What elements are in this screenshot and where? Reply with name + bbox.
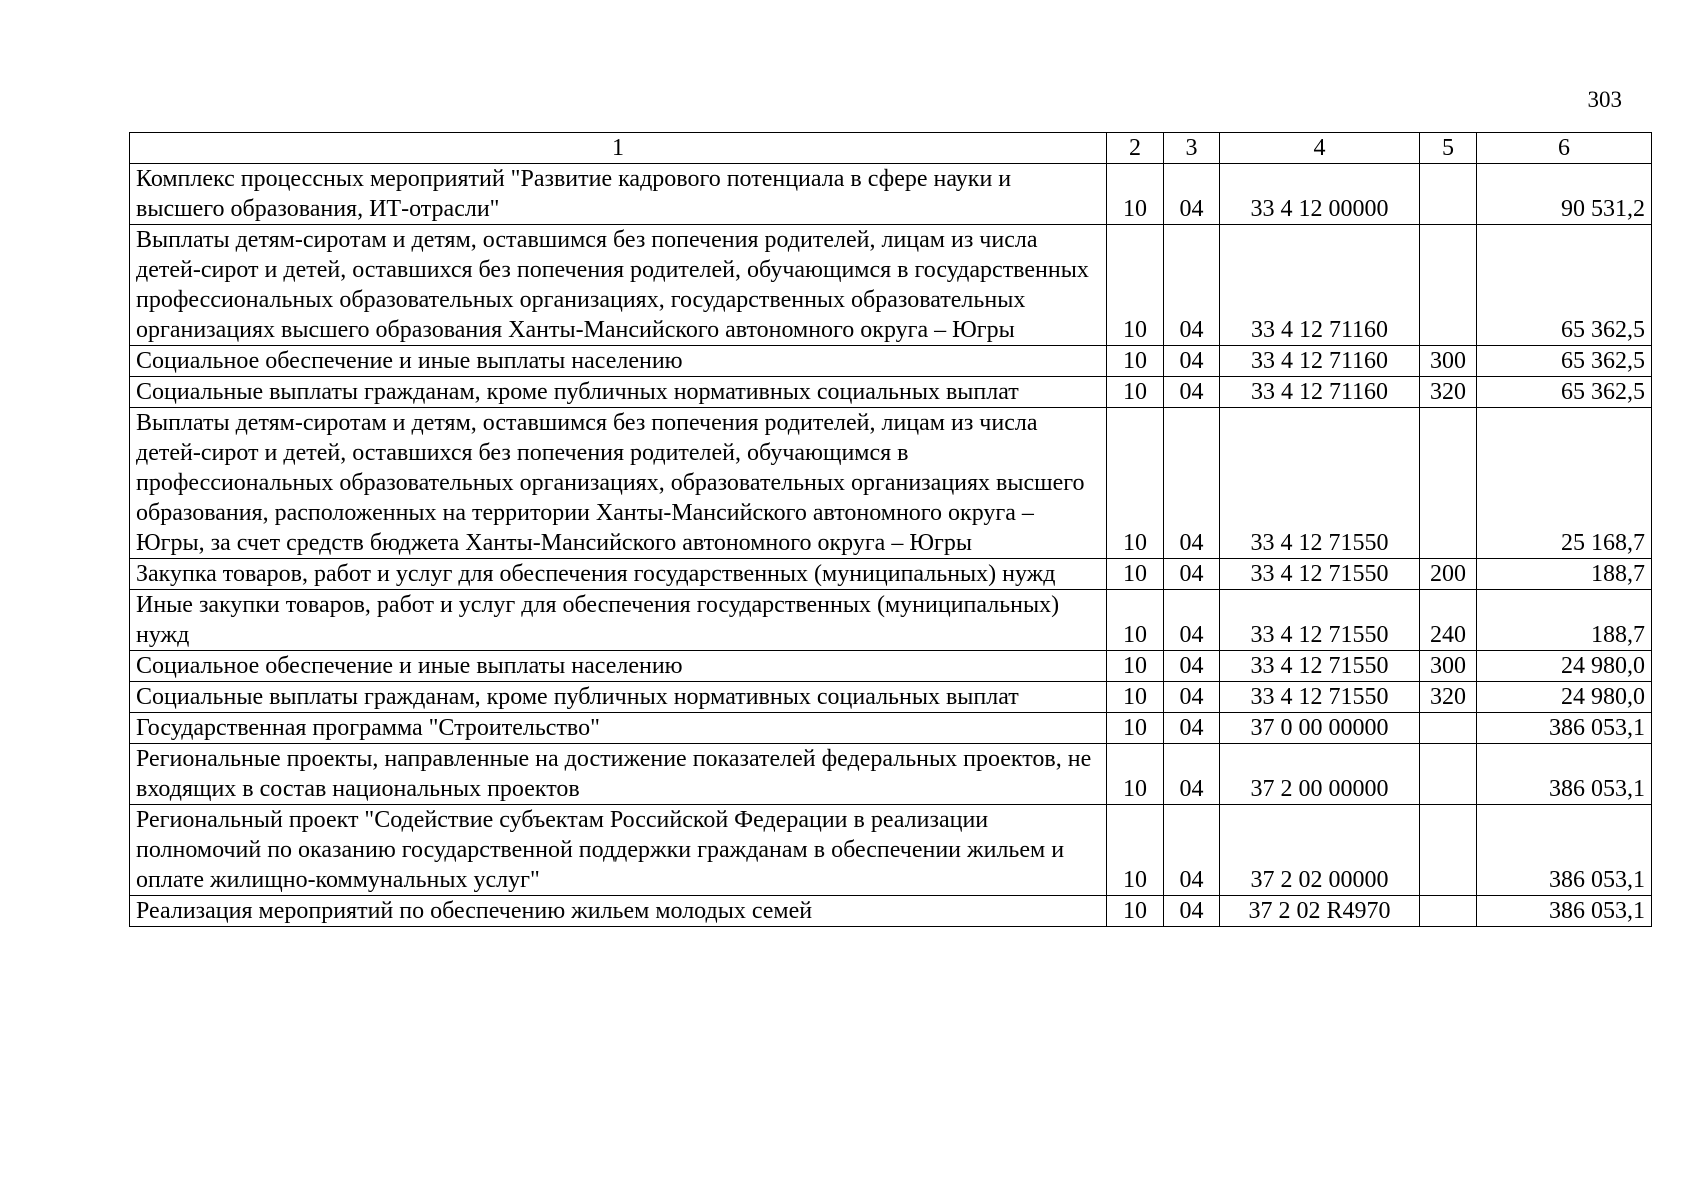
column-header: 5 bbox=[1420, 133, 1477, 164]
column-header: 3 bbox=[1164, 133, 1220, 164]
subsection-cell: 04 bbox=[1164, 408, 1220, 559]
row-name-cell: Государственная программа "Строительство" bbox=[130, 713, 1107, 744]
section-cell: 10 bbox=[1107, 590, 1164, 651]
subsection-cell: 04 bbox=[1164, 164, 1220, 225]
section-cell: 10 bbox=[1107, 682, 1164, 713]
section-cell: 10 bbox=[1107, 805, 1164, 896]
subsection-cell: 04 bbox=[1164, 805, 1220, 896]
target-article-cell: 37 0 00 00000 bbox=[1220, 713, 1420, 744]
table-row bbox=[130, 744, 1652, 805]
expense-type-cell bbox=[1420, 896, 1477, 927]
target-article-cell: 37 2 02 00000 bbox=[1220, 805, 1420, 896]
amount-cell: 386 053,1 bbox=[1477, 713, 1652, 744]
target-article-cell: 33 4 12 71550 bbox=[1220, 682, 1420, 713]
table-body bbox=[130, 164, 1652, 927]
section-cell: 10 bbox=[1107, 744, 1164, 805]
row-name-cell: Региональные проекты, направленные на достижение показателей федеральных проектов, не входящих в состав национальных проектов bbox=[130, 744, 1107, 805]
section-cell: 10 bbox=[1107, 559, 1164, 590]
table-header-row bbox=[130, 133, 1652, 164]
target-article-cell: 37 2 00 00000 bbox=[1220, 744, 1420, 805]
subsection-cell: 04 bbox=[1164, 713, 1220, 744]
section-cell: 10 bbox=[1107, 346, 1164, 377]
target-article-cell: 33 4 12 71550 bbox=[1220, 590, 1420, 651]
section-cell: 10 bbox=[1107, 651, 1164, 682]
target-article-cell: 33 4 12 71550 bbox=[1220, 559, 1420, 590]
amount-cell: 188,7 bbox=[1477, 559, 1652, 590]
subsection-cell: 04 bbox=[1164, 225, 1220, 346]
expense-type-cell: 300 bbox=[1420, 651, 1477, 682]
table-row bbox=[130, 682, 1652, 713]
subsection-cell: 04 bbox=[1164, 590, 1220, 651]
expense-type-cell bbox=[1420, 744, 1477, 805]
row-name-cell: Иные закупки товаров, работ и услуг для обеспечения государственных (муниципальных) нужд bbox=[130, 590, 1107, 651]
target-article-cell: 33 4 12 71160 bbox=[1220, 346, 1420, 377]
section-cell: 10 bbox=[1107, 713, 1164, 744]
target-article-cell: 37 2 02 R4970 bbox=[1220, 896, 1420, 927]
column-header: 4 bbox=[1220, 133, 1420, 164]
row-name-cell: Закупка товаров, работ и услуг для обеспечения государственных (муниципальных) нужд bbox=[130, 559, 1107, 590]
row-name-cell: Социальные выплаты гражданам, кроме публичных нормативных социальных выплат bbox=[130, 377, 1107, 408]
row-name-cell: Социальные выплаты гражданам, кроме публичных нормативных социальных выплат bbox=[130, 682, 1107, 713]
target-article-cell: 33 4 12 71160 bbox=[1220, 377, 1420, 408]
section-cell: 10 bbox=[1107, 164, 1164, 225]
expense-type-cell bbox=[1420, 408, 1477, 559]
section-cell: 10 bbox=[1107, 377, 1164, 408]
table-row bbox=[130, 651, 1652, 682]
subsection-cell: 04 bbox=[1164, 559, 1220, 590]
amount-cell: 386 053,1 bbox=[1477, 805, 1652, 896]
expense-type-cell bbox=[1420, 225, 1477, 346]
expense-type-cell bbox=[1420, 164, 1477, 225]
expense-type-cell: 320 bbox=[1420, 377, 1477, 408]
budget-table bbox=[129, 132, 1652, 927]
subsection-cell: 04 bbox=[1164, 682, 1220, 713]
amount-cell: 386 053,1 bbox=[1477, 744, 1652, 805]
subsection-cell: 04 bbox=[1164, 346, 1220, 377]
subsection-cell: 04 bbox=[1164, 651, 1220, 682]
column-header: 6 bbox=[1477, 133, 1652, 164]
expense-type-cell: 240 bbox=[1420, 590, 1477, 651]
amount-cell: 65 362,5 bbox=[1477, 225, 1652, 346]
row-name-cell: Социальное обеспечение и иные выплаты населению bbox=[130, 651, 1107, 682]
column-header: 1 bbox=[130, 133, 1107, 164]
table-row bbox=[130, 408, 1652, 559]
table-row bbox=[130, 225, 1652, 346]
row-name-cell: Социальное обеспечение и иные выплаты населению bbox=[130, 346, 1107, 377]
table-row bbox=[130, 713, 1652, 744]
expense-type-cell bbox=[1420, 805, 1477, 896]
target-article-cell: 33 4 12 71550 bbox=[1220, 408, 1420, 559]
row-name-cell: Реализация мероприятий по обеспечению жильем молодых семей bbox=[130, 896, 1107, 927]
expense-type-cell: 200 bbox=[1420, 559, 1477, 590]
section-cell: 10 bbox=[1107, 896, 1164, 927]
amount-cell: 25 168,7 bbox=[1477, 408, 1652, 559]
table-row bbox=[130, 590, 1652, 651]
expense-type-cell: 320 bbox=[1420, 682, 1477, 713]
target-article-cell: 33 4 12 71550 bbox=[1220, 651, 1420, 682]
table-row bbox=[130, 559, 1652, 590]
page-number: 303 bbox=[1587, 87, 1622, 112]
table-row bbox=[130, 896, 1652, 927]
amount-cell: 65 362,5 bbox=[1477, 377, 1652, 408]
section-cell: 10 bbox=[1107, 408, 1164, 559]
row-name-cell: Региональный проект "Содействие субъектам Российской Федерации в реализации полномочий по оказанию государственной поддержки гражданам в обеспечении жильем и оплате жилищно-коммунальных услуг" bbox=[130, 805, 1107, 896]
subsection-cell: 04 bbox=[1164, 377, 1220, 408]
row-name-cell: Выплаты детям-сиротам и детям, оставшимся без попечения родителей, лицам из числа детей-сирот и детей, оставшихся без попечения родителей, обучающимся в профессиональных образовательных организациях, образовательных организациях высшего образования, расположенных на территории Ханты-Мансийского автономного округа – Югры, за счет средств бюджета Ханты-Мансийского автономного округа – Югры bbox=[130, 408, 1107, 559]
row-name-cell: Выплаты детям-сиротам и детям, оставшимся без попечения родителей, лицам из числа детей-сирот и детей, оставшихся без попечения родителей, обучающимся в государственных профессиональных образовательных организациях, государственных образовательных организациях высшего образования Ханты-Мансийского автономного округа – Югры bbox=[130, 225, 1107, 346]
amount-cell: 24 980,0 bbox=[1477, 682, 1652, 713]
target-article-cell: 33 4 12 00000 bbox=[1220, 164, 1420, 225]
amount-cell: 65 362,5 bbox=[1477, 346, 1652, 377]
expense-type-cell: 300 bbox=[1420, 346, 1477, 377]
table-row bbox=[130, 346, 1652, 377]
column-header: 2 bbox=[1107, 133, 1164, 164]
section-cell: 10 bbox=[1107, 225, 1164, 346]
subsection-cell: 04 bbox=[1164, 744, 1220, 805]
table-row bbox=[130, 377, 1652, 408]
amount-cell: 386 053,1 bbox=[1477, 896, 1652, 927]
row-name-cell: Комплекс процессных мероприятий "Развитие кадрового потенциала в сфере науки и высшего образования, ИТ-отрасли" bbox=[130, 164, 1107, 225]
table-row bbox=[130, 164, 1652, 225]
amount-cell: 188,7 bbox=[1477, 590, 1652, 651]
amount-cell: 90 531,2 bbox=[1477, 164, 1652, 225]
amount-cell: 24 980,0 bbox=[1477, 651, 1652, 682]
subsection-cell: 04 bbox=[1164, 896, 1220, 927]
target-article-cell: 33 4 12 71160 bbox=[1220, 225, 1420, 346]
expense-type-cell bbox=[1420, 713, 1477, 744]
table-row bbox=[130, 805, 1652, 896]
